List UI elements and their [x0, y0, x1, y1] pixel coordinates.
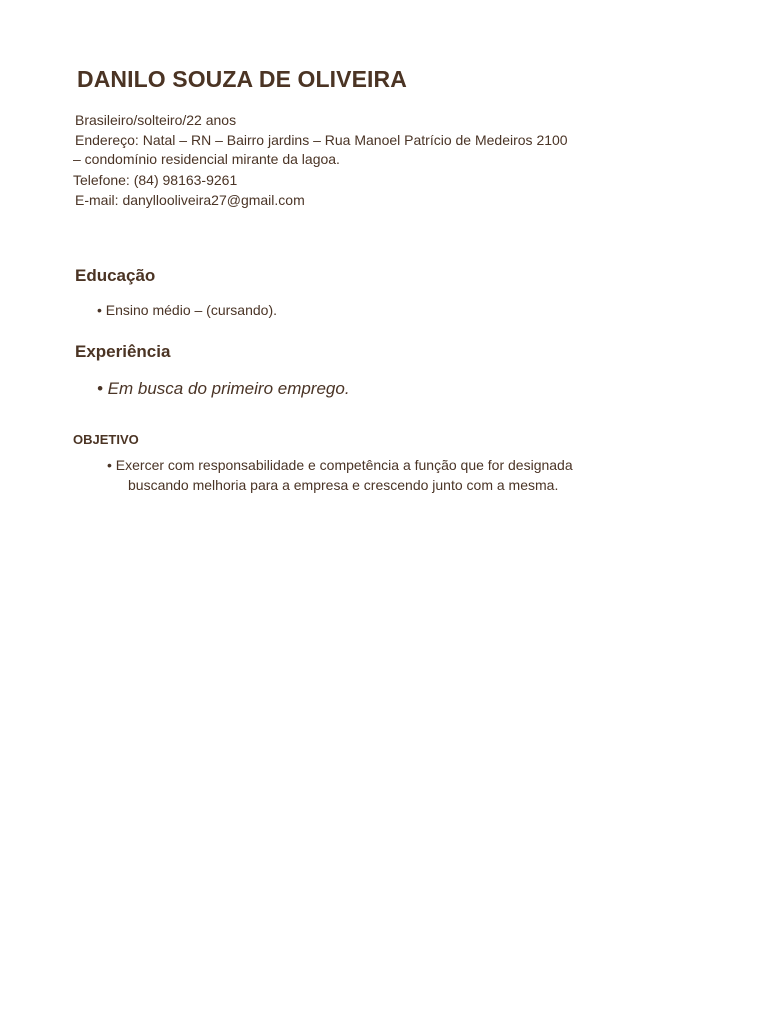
experience-item: • Em busca do primeiro emprego. — [97, 379, 350, 398]
address-line-2: – condomínio residencial mirante da lagoa. — [73, 151, 340, 167]
education-item: • Ensino médio – (cursando). — [97, 302, 277, 318]
personal-details: Brasileiro/solteiro/22 anos — [75, 112, 237, 128]
objective-heading: OBJETIVO — [73, 432, 139, 447]
education-heading: Educação — [75, 266, 156, 285]
email-text: E-mail: danyllooliveira27@gmail.com — [75, 192, 305, 208]
address-line-1: Endereço: Natal – RN – Bairro jardins – Rua Manoel Patrício de Medeiros 2100 — [75, 132, 568, 148]
experience-heading: Experiência — [75, 342, 171, 361]
objective-line-2: buscando melhoria para a empresa e crescendo junto com a mesma. — [128, 477, 559, 493]
objective-line-1: • Exercer com responsabilidade e competência a função que for designada — [107, 457, 573, 473]
candidate-name: DANILO SOUZA DE OLIVEIRA — [77, 66, 407, 92]
phone-text: Telefone: (84) 98163-9261 — [73, 172, 238, 188]
